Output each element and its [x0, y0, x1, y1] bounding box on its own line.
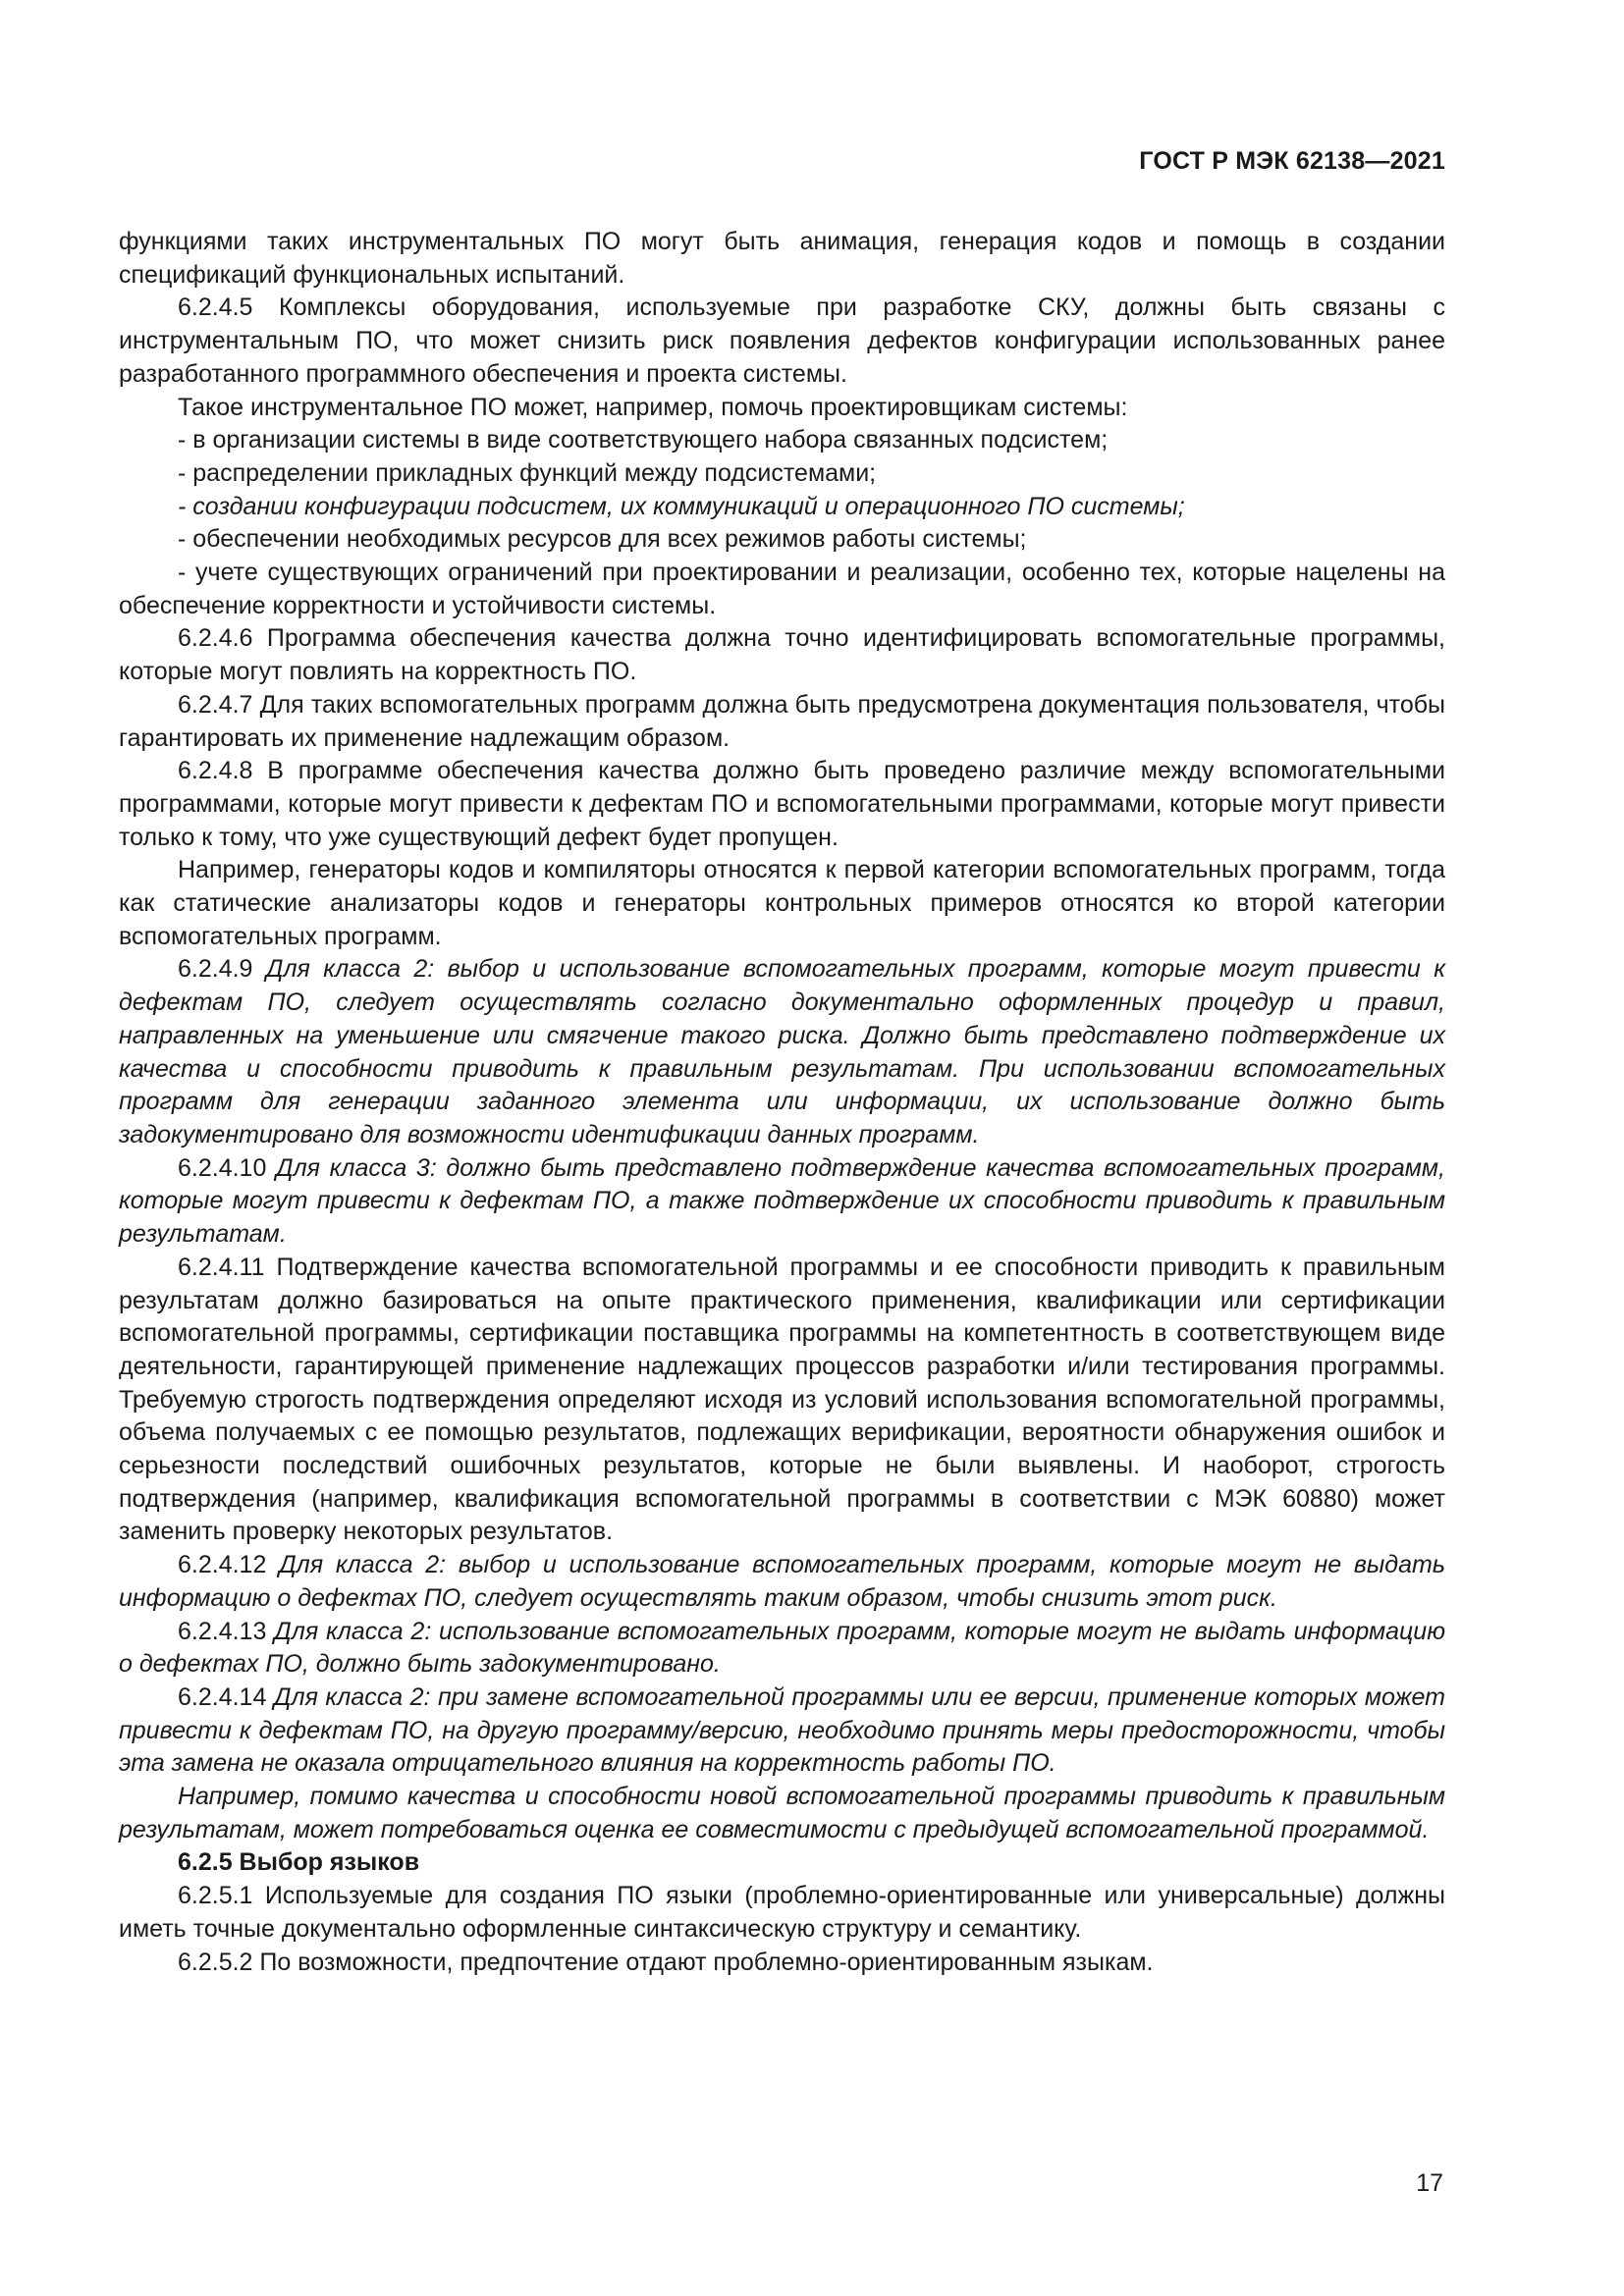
- paragraph-6-2-5-1: 6.2.5.1 Используемые для создания ПО языки (проблемно-ориентированные или универсальные) должны иметь точные документально оформленные синтаксическую структуру и семантику.: [119, 1882, 1445, 1943]
- paragraph-6-2-4-12: 6.2.4.12 Для класса 2: выбор и использование вспомогательных программ, которые могут не выдать информацию о дефектах ПО, следует осуществлять таким образом, чтобы снизить этот риск.: [119, 1551, 1445, 1612]
- page-number: 17: [1416, 2169, 1443, 2197]
- list-item: - учете существующих ограничений при проектировании и реализации, особенно тех, которые нацелены на обеспечение корректности и устойчивости системы.: [119, 559, 1445, 619]
- paragraph-6-2-4-11: 6.2.4.11 Подтверждение качества вспомогательной программы и ее способности приводить к правильным результатам должно базироваться на опыте практического применения, квалификации или сертификации вспомогательной программы, сертификации поставщика программы на компетентность в соответствующем виде деятельности, гарантирующей применение надлежащих процессов разработки и/или тестирования программы. Требуемую строгость подтверждения определяют исходя из условий использования вспомогательной программы, объема получаемых с ее помощью результатов, подлежащих верификации, вероятности обнаружения ошибок и серьезности последствий ошибочных результатов, которые не были выявлены. И наоборот, строгость подтверждения (например, квалификация вспомогательной программы в соответствии с МЭК 60880) может заменить проверку некоторых результатов.: [119, 1253, 1445, 1546]
- document-header: ГОСТ Р МЭК 62138—2021: [1139, 147, 1445, 175]
- paragraph-tooling-intro: Такое инструментальное ПО может, например, помочь проектировщикам системы:: [178, 393, 1128, 421]
- section-heading-6-2-5: 6.2.5 Выбор языков: [178, 1848, 420, 1877]
- paragraph-example-generators: Например, генераторы кодов и компиляторы относятся к первой категории вспомогательных программ, тогда как статические анализаторы кодов и генераторы контрольных примеров относятся ко второй категории вспомогательных программ.: [119, 856, 1445, 950]
- list-item: - распределении прикладных функций между подсистемами;: [178, 458, 877, 487]
- paragraph-6-2-4-8: 6.2.4.8 В программе обеспечения качества должно быть проведено различие между вспомогательными программами, которые могут привести к дефектам ПО и вспомогательными программами, которые могут привести только к тому, что уже существующий дефект будет пропущен.: [119, 757, 1445, 851]
- paragraph-6-2-4-6: 6.2.4.6 Программа обеспечения качества должна точно идентифицировать вспомогательные программы, которые могут повлиять на корректность ПО.: [119, 624, 1445, 686]
- paragraph-6-2-4-13: 6.2.4.13 Для класса 2: использование вспомогательных программ, которые могут не выдать информацию о дефектах ПО, должно быть задокументировано.: [119, 1617, 1445, 1679]
- paragraph-6-2-4-14: 6.2.4.14 Для класса 2: при замене вспомогательной программы или ее версии, применение которых может привести к дефектам ПО, на другую программу/версию, необходимо принять меры предосторожности, чтобы эта замена не оказала отрицательного влияния на корректность работы ПО.: [119, 1682, 1445, 1778]
- paragraph-example-compatibility: Например, помимо качества и способности новой вспомогательной программы приводить к правильным результатам, может потребоваться оценка ее совместимости с предыдущей вспомогательной программой.: [119, 1783, 1445, 1843]
- list-item: - создании конфигурации подсистем, их коммуникаций и операционного ПО системы;: [178, 492, 1185, 520]
- list-item: - обеспечении необходимых ресурсов для всех режимов работы системы;: [178, 525, 1027, 554]
- list-item: - в организации системы в виде соответствующего набора связанных подсистем;: [178, 426, 1109, 454]
- document-body: [119, 226, 1445, 1979]
- paragraph-6-2-5-2: 6.2.5.2 По возможности, предпочтение отдают проблемно-ориентированным языкам.: [178, 1948, 1154, 1976]
- paragraph-6-2-4-10: 6.2.4.10 Для класса 3: должно быть представлено подтверждение качества вспомогательных программ, которые могут привести к дефектам ПО, а также подтверждение их способности приводить к правильным результатам.: [119, 1153, 1445, 1249]
- paragraph-continuation: функциями таких инструментальных ПО могут быть анимация, генерация кодов и помощь в создании спецификаций функциональных испытаний.: [119, 228, 1445, 289]
- paragraph-6-2-4-9: 6.2.4.9 Для класса 2: выбор и использование вспомогательных программ, которые могут привести к дефектам ПО, следует осуществлять согласно документально оформленных процедур и правил, направленных на уменьшение или смягчение такого риска. Должно быть представлено подтверждение их качества и способности приводить к правильным результатам. При использовании вспомогательных программ для генерации заданного элемента или информации, их использование должно быть задокументировано для возможности идентификации данных программ.: [119, 955, 1445, 1148]
- paragraph-6-2-4-5: 6.2.4.5 Комплексы оборудования, используемые при разработке СКУ, должны быть связаны с инструментальным ПО, что может снизить риск появления дефектов конфигурации использованных ранее разработанного программного обеспечения и проекта системы.: [119, 294, 1445, 388]
- paragraph-6-2-4-7: 6.2.4.7 Для таких вспомогательных программ должна быть предусмотрена документация пользователя, чтобы гарантировать их применение надлежащим образом.: [119, 690, 1446, 752]
